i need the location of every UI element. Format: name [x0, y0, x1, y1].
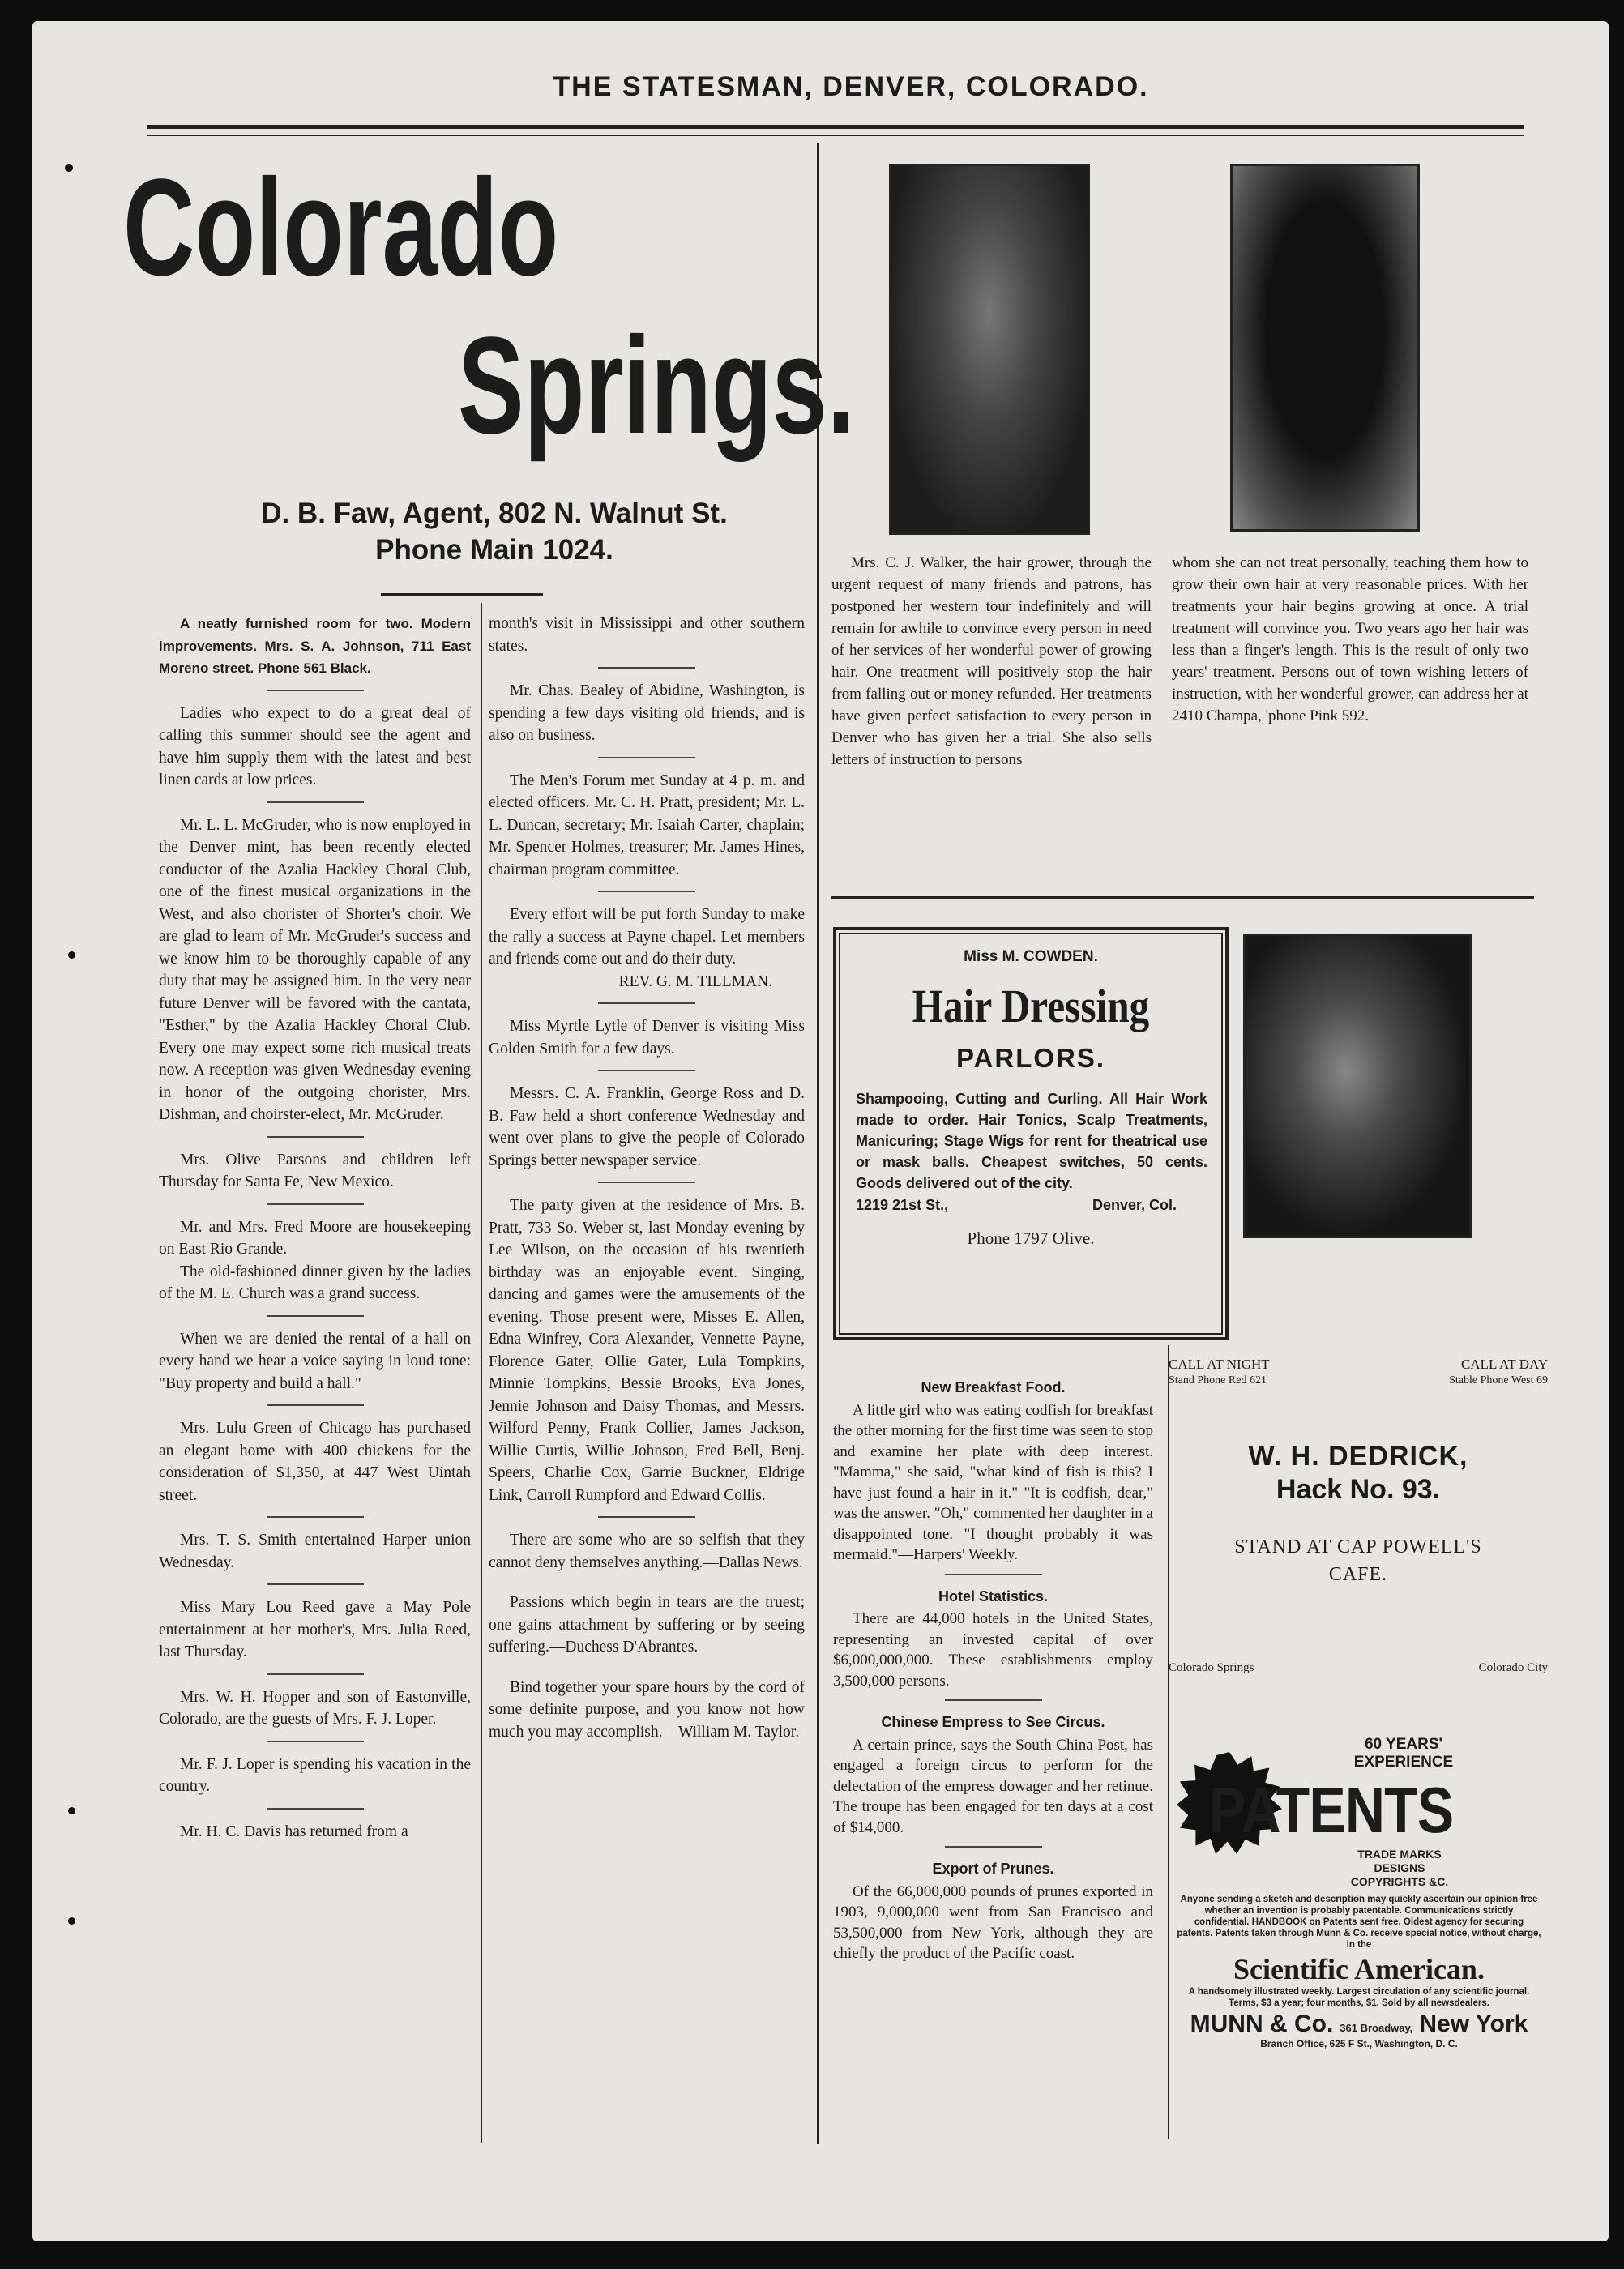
patents-ad: [1177, 1736, 1541, 2049]
separator: [267, 1673, 364, 1675]
misc-heading: New Breakfast Food.: [921, 1379, 1066, 1395]
agent-info: [178, 496, 810, 569]
col2-item: Messrs. C. A. Franklin, George Ross and D. B. Faw held a short conference Wednesday and went over plans to give the people of Colorado Springs better newspaper service.: [489, 1085, 805, 1169]
dedrick-hack: Hack No. 93.: [1276, 1474, 1441, 1505]
agent-address: D. B. Faw, Agent, 802 N. Walnut St.: [261, 498, 728, 529]
agent-phone: Phone Main 1024.: [375, 533, 613, 566]
walker-text-right-body: whom she can not treat personally, teaching them how to grow their own hair at very reasonable prices. With her treatments your hair begins growing at once. A trial treatment will convince you. Two years ago her hair was less than a finger's length. This is the result of only two years' treatment. Persons out of town wishing letters of instruction, with her wonderful grower, can address her at 2410 Champa, 'phone Pink 592.: [1172, 554, 1528, 724]
misc-item: A certain prince, says the South China Post, has engaged a foreign circus to perform for the delectation of the empress dowager and her retinue. The troupe has been engaged for ten days at a cost of $14,000.: [833, 1736, 1153, 1836]
separator: [267, 1136, 364, 1138]
margin-mark: [68, 951, 75, 959]
walker-text-left-body: Mrs. C. J. Walker, the hair grower, through the urgent request of many friends and patrons, has postponed her western tour indefinitely and will remain for awhile to convince every person in need of her services of her wonderful power of growing hair. One treatment will positively stop the hair from falling out or money refunded. Her treatments have given perfect satisfaction to every person in Denver who has given her a trial. She also sells letters of instruction to persons: [831, 554, 1152, 768]
separator: [267, 1741, 364, 1742]
ad-city: Denver, Col.: [1092, 1197, 1177, 1213]
col2-item: There are some who are so selfish that they cannot deny themselves anything.—Dallas News.: [489, 1532, 805, 1571]
col2-item: Miss Myrtle Lytle of Denver is visiting Miss Golden Smith for a few days.: [489, 1018, 805, 1058]
call-day: CALL AT DAY: [1460, 1357, 1548, 1372]
column-1: [159, 613, 471, 1861]
misc-item: There are 44,000 hotels in the United States, representing an invested capital of over $6,000,000,000. These establishments employ 3,500,000 persons.: [833, 1610, 1153, 1690]
col2-item: Passions which begin in tears are the truest; one gains attachment by suffering or by seeing suffering.—Duchess D'Abrantes.: [489, 1594, 805, 1656]
scientific-american: Scientific American.: [1233, 1953, 1485, 1985]
col2-item: Bind together your spare hours by the cord of some definite purpose, and you know not how much you may accomplish.—William M. Taylor.: [489, 1678, 805, 1741]
ad-street: 1219 21st St.,: [856, 1197, 949, 1213]
separator: [267, 801, 364, 803]
col1-item: Mr. L. L. McGruder, who is now employed in the Denver mint, has been recently elected conductor of the Azalia Hackley Choral Club, one of the finest musical organizations in the West, and also chorister of Shorter's choir. We are glad to learn of Mr. McGruder's success and we know him to be thoroughly capable of any duty that may be assigned him. In the very near future Denver will be favored with the cantata, "Esther," by the Azalia Hackley Choral Club. Every one may expect some rich musical treats now. A reception was given Wednesday evening in honor of the outgoing chorister, Mrs. Dishman, and choirster-elect, Mr. McGruder.: [159, 816, 471, 1123]
misc-heading: Chinese Empress to See Circus.: [881, 1714, 1105, 1730]
ad-proprietor: Miss M. COWDEN.: [964, 948, 1098, 965]
ad-phone: Phone 1797 Olive.: [967, 1229, 1095, 1248]
col2-item: The party given at the residence of Mrs. B. Pratt, 733 So. Weber st, last Monday evening by Lee Wilson, on the occasion of his twentieth birthday was an enjoyable event. Singing, dancing and games were the amusements of the evening. Those present were, Misses E. Allen, Edna Winfrey, Cora Alexander, Vennette Payne, Florence Gater, Ollie Gater, Lula Tompkins, Minnie Tompkins, Bessie Brooks, Eva Jones, Jennie Johnson and Daisy Thomas, and Messrs. Wilford Penny, Frank Collier, James Jackson, Willie Curtis, Willie Johnson, Fred Bell, Benj. Speers, Charlie Cox, Garrie Buckner, Eldrige Link, Carroll Rumpford and Edward Collis.: [489, 1197, 805, 1504]
patents-fine: Anyone sending a sketch and description may quickly ascertain our opinion free whether an invention is probably patentable. Communications strictly confidential. HANDBOOK on Patents sent free. Oldest agency for securing patents. Patents taken through Munn & Co. receive special notice, without charge, in the: [1177, 1895, 1541, 1950]
newspaper-page: [32, 21, 1609, 2241]
ad-description: Shampooing, Cutting and Curling. All Hair Work made to order. Hair Tonics, Scalp Treatments, Manicuring; Stage Wigs for rent for theatrical use or mask balls. Cheapest switches, 50 cents. Goods delivered out of the city.: [856, 1091, 1207, 1191]
margin-mark: [65, 164, 73, 172]
col1-item: Mr. F. J. Loper is spending his vacation in the country.: [159, 1755, 471, 1795]
separator: [598, 1516, 695, 1518]
masthead: THE STATESMAN, DENVER, COLORADO.: [553, 71, 1149, 102]
separator: [267, 690, 364, 691]
col1-item: Mr. and Mrs. Fred Moore are housekeeping on East Rio Grande.: [159, 1218, 471, 1258]
col1-item: Mrs. Olive Parsons and children left Thursday for Santa Fe, New Mexico.: [159, 1151, 471, 1190]
separator: [267, 1516, 364, 1518]
patents-marks: TRADE MARKS DESIGNS COPYRIGHTS &C.: [1350, 1848, 1449, 1888]
separator: [945, 1574, 1042, 1575]
margin-mark: [68, 1917, 75, 1925]
column-2: [489, 613, 805, 1761]
dedrick-name: W. H. DEDRICK,: [1248, 1441, 1468, 1472]
title-rule: [381, 593, 543, 596]
headline-springs: Springs.: [458, 309, 855, 463]
separator: [598, 667, 695, 669]
walker-photo-front: [889, 164, 1090, 535]
misc-heading: Export of Prunes.: [932, 1861, 1054, 1877]
col1-item: Ladies who expect to do a great deal of calling this summer should see the agent and have him supply them with the latest and best linen cards at low prices.: [159, 704, 471, 788]
top-rule: [147, 125, 1524, 129]
separator: [267, 1583, 364, 1585]
walker-text-right: [1172, 552, 1528, 727]
separator: [598, 1002, 695, 1004]
col2-signature: REV. G. M. TILLMAN.: [618, 972, 772, 990]
ad-address: [856, 1197, 1177, 1214]
separator: [945, 1699, 1042, 1701]
separator: [267, 1808, 364, 1810]
col1-item: Mr. H. C. Davis has returned from a: [180, 1822, 408, 1840]
patents-years: 60 YEARS' EXPERIENCE: [1353, 1736, 1454, 1771]
ad-subheadline: PARLORS.: [955, 1043, 1106, 1073]
night-phone: Stand Phone Red 621: [1169, 1374, 1267, 1387]
col1-item: Mrs. Lulu Green of Chicago has purchased an elegant home with 400 chickens for the consideration of $1,350, at 447 West Uintah street.: [159, 1420, 471, 1504]
separator: [598, 757, 695, 758]
ad-headline: Hair Dressing: [912, 980, 1150, 1032]
misc-heading: Hotel Statistics.: [938, 1587, 1049, 1605]
col1-item: Miss Mary Lou Reed gave a May Pole entertainment at her mother's, Mrs. Julia Reed, last Thursday.: [159, 1599, 471, 1660]
col1-item: The old-fashioned dinner given by the ladies of the M. E. Church was a grand success.: [159, 1263, 471, 1302]
col2-item: Every effort will be put forth Sunday to make the rally a success at Payne chapel. Let members and friends come out and do their duty.: [489, 906, 805, 968]
separator: [598, 891, 695, 892]
col1-item: When we are denied the rental of a hall on every hand we hear a voice saying in loud tone: "Buy property and build a hall.": [159, 1330, 471, 1392]
section-rule: [831, 896, 1534, 899]
patents-branch: Branch Office, 625 F St., Washington, D. C.: [1260, 2038, 1458, 2049]
misc-column: [833, 1366, 1153, 1964]
misc-item: A little girl who was eating codfish for breakfast the other morning for the first time was seen to stop and examine her plate with deep interest. "Mamma," she said, "what kind of fish is this? I have just found a hair in it." "It is codfish, dear," was the answer. "Oh," commented her daughter in a disappointed tone. "I thought probably it was mermaid."—Harpers' Weekly.: [833, 1401, 1153, 1563]
day-phone: Stable Phone West 69: [1449, 1374, 1548, 1387]
separator: [267, 1203, 364, 1205]
patents-fine2: A handsomely illustrated weekly. Largest circulation of any scientific journal. Terms, $3 a year; four months, $1. Sold by all newsdealers.: [1188, 1987, 1530, 2008]
margin-mark: [68, 1807, 75, 1814]
col2-item: month's visit in Mississippi and other southern states.: [489, 615, 805, 655]
top-rule-thin: [147, 135, 1524, 136]
munn-address: 361 Broadway,: [1340, 2022, 1413, 2034]
dedrick-ad: [1169, 1357, 1548, 1675]
munn-co: MUNN & Co.: [1190, 2010, 1334, 2037]
col1-item: Mrs. W. H. Hopper and son of Eastonville, Colorado, are the guests of Mrs. F. J. Loper.: [159, 1688, 471, 1728]
munn-city: New York: [1419, 2010, 1528, 2037]
separator: [598, 1070, 695, 1071]
col1-item: Mrs. T. S. Smith entertained Harper union Wednesday.: [159, 1532, 471, 1571]
headline-colorado: Colorado: [123, 151, 559, 305]
dedrick-stand: STAND AT CAP POWELL'S CAFE.: [1234, 1536, 1482, 1585]
col1-ad-room: A neatly furnished room for two. Modern improvements. Mrs. S. A. Johnson, 711 East Moreno street. Phone 561 Black.: [159, 616, 471, 676]
hair-dressing-ad: [833, 927, 1229, 1340]
loc-left: Colorado Springs: [1169, 1661, 1254, 1674]
call-night: CALL AT NIGHT: [1169, 1357, 1270, 1372]
separator: [598, 1182, 695, 1183]
column-rule-left: [481, 603, 482, 2143]
col2-item: The Men's Forum met Sunday at 4 p. m. and elected officers. Mr. C. H. Pratt, president; Mr. L. L. Duncan, secretary; Mr. Isaiah Carter, chaplain; Mr. Spencer Holmes, treasurer; Mr. James Hines, chairman program committee.: [489, 771, 805, 878]
misc-item: Of the 66,000,000 pounds of prunes exported in 1903, 9,000,000 went from San Francisco and 53,500,000 from New York, although they are chiefly the product of the Pacific coast.: [833, 1882, 1153, 1962]
walker-text-left: [831, 552, 1152, 771]
patents-title: PATENTS: [1209, 1774, 1454, 1846]
loc-right: Colorado City: [1478, 1661, 1548, 1674]
separator: [267, 1404, 364, 1406]
walker-photo-back: [1230, 164, 1420, 532]
portrait-photo: [1243, 934, 1472, 1238]
separator: [945, 1846, 1042, 1848]
separator: [267, 1315, 364, 1317]
col2-item: Mr. Chas. Bealey of Abidine, Washington, is spending a few days visiting old friends, and is also on business.: [489, 682, 805, 744]
